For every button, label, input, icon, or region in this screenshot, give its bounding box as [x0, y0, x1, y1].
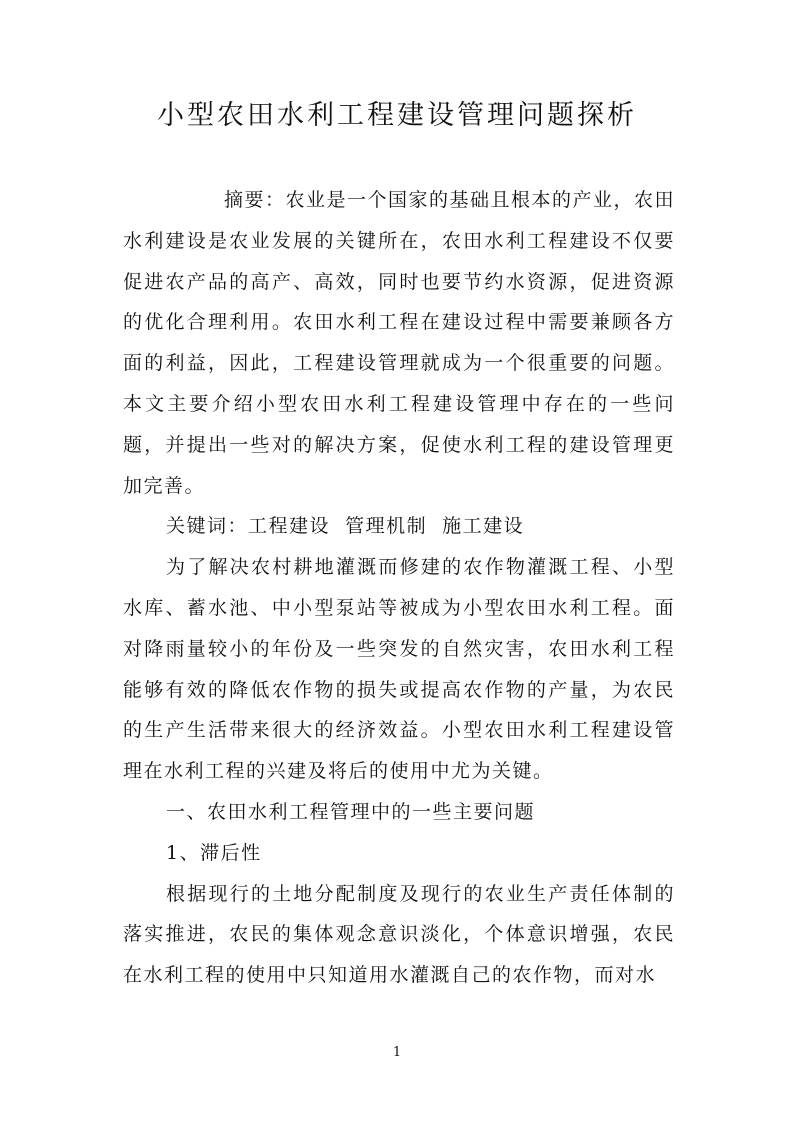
document-body	[123, 180, 675, 996]
body-paragraph: 根据现行的土地分配制度及现行的农业生产责任体制的落实推进，农民的集体观念意识淡化，个体意识增强，农民在水利工程的使用中只知道用水灌溉自己的农作物，而对水	[123, 882, 675, 987]
section-heading: 一、农田水利工程管理中的一些主要问题	[166, 800, 536, 823]
intro-paragraph: 为了解决农村耕地灌溉而修建的农作物灌溉工程、小型水库、蓄水池、中小型泵站等被成为小型农田水利工程。面对降雨量较小的年份及一些突发的自然灾害，农田水利工程能够有效的降低农作物的损失或提高农作物的产量，为农民的生产生活带来很大的经济效益。小型农田水利工程建设管理在水利工程的兴建及将后的使用中尤为关键。	[123, 556, 675, 783]
page-number: 1	[392, 1045, 402, 1060]
document-title: 小型农田水利工程建设管理问题探析	[157, 100, 637, 131]
abstract-paragraph: 摘要：农业是一个国家的基础且根本的产业，农田水利建设是农业发展的关键所在，农田水利工程建设不仅要促进农产品的高产、高效，同时也要节约水资源，促进资源的优化合理利用。农田水利工程在建设过程中需要兼顾各方面的利益，因此，工程建设管理就成为一个很重要的问题。本文主要介绍小型农田水利工程建设管理中存在的一些问题，并提出一些对的解决方案，促使水利工程的建设管理更加完善。	[123, 189, 676, 497]
subsection-heading: 1、滞后性	[166, 841, 262, 864]
keywords-paragraph: 关键词：工程建设 管理机制 施工建设	[166, 515, 525, 538]
